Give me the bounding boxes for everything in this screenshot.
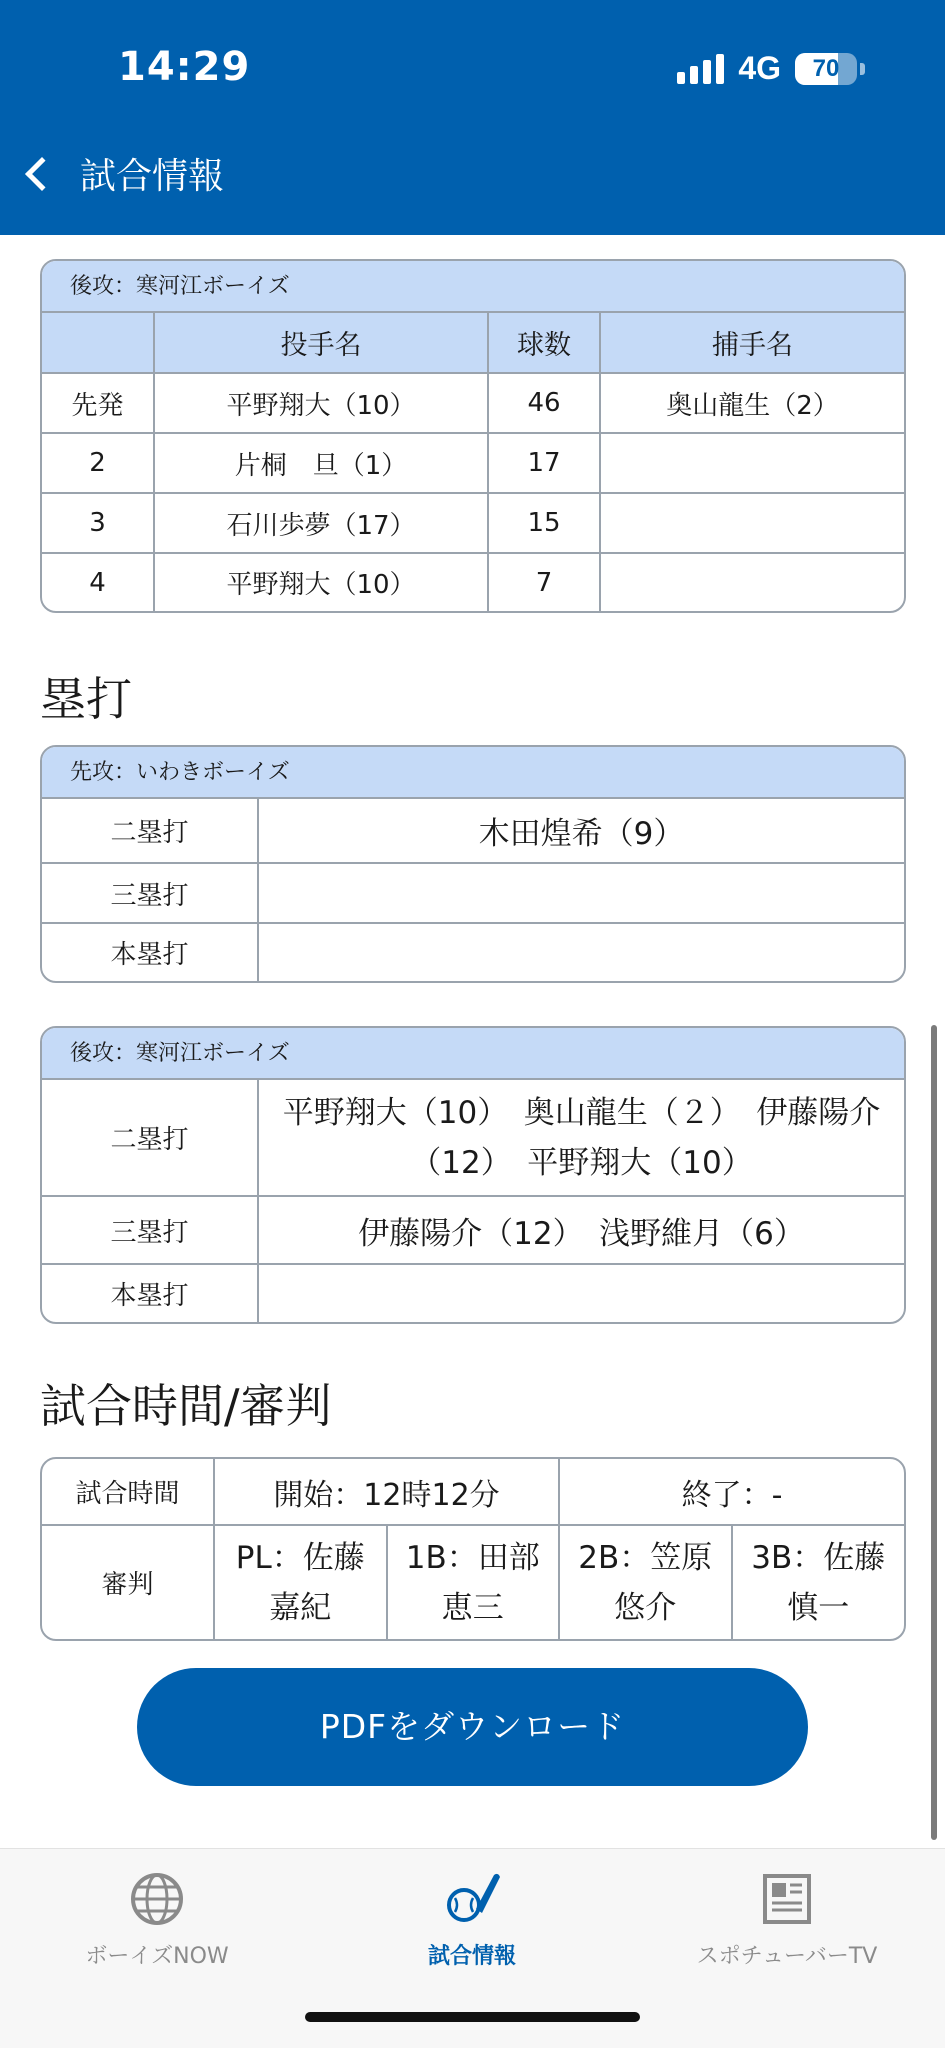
tab-label: 試合情報 [427,1944,516,1969]
hit-type-cell: 二塁打 [42,799,258,863]
newspaper-icon [757,1869,817,1929]
signal-icon [677,54,724,84]
hit-players-cell: 木田煌希（9） [258,799,904,863]
table-row [42,553,904,611]
battery-cap [860,63,865,75]
inning-cell: 先発 [42,373,154,433]
table-row [42,1459,904,1525]
pitcher-table-header-row [42,313,904,373]
pitch-count-cell: 46 [488,373,600,433]
hits-first-table [42,799,904,981]
inning-cell: 4 [42,553,154,611]
tab-label: スポチューバーTV [696,1944,878,1969]
pitcher-card-header: 後攻：寒河江ボーイズ [42,261,904,313]
tab-label: ボーイズNOW [85,1944,229,1969]
battery-level: 70 [812,54,840,82]
pitch-count-cell: 17 [488,433,600,493]
column-header [42,313,154,373]
section-title-game-time: 試合時間/審判 [40,1379,332,1433]
hit-type-cell: 本塁打 [42,923,258,981]
inning-cell: 2 [42,433,154,493]
inning-cell: 3 [42,493,154,553]
hits-first-header: 先攻：いわきボーイズ [42,747,904,799]
hit-players-cell [258,923,904,981]
game-end-cell: 終了：- [559,1459,904,1525]
hit-players-cell [258,863,904,923]
hits-second-table [42,1080,904,1322]
scrollbar[interactable] [931,1025,937,1840]
status-time: 14:29 [118,44,251,90]
app-header [0,0,945,235]
pitcher-cell: 平野翔大（10） [154,553,488,611]
hit-type-cell: 三塁打 [42,1196,258,1264]
catcher-cell [600,553,904,611]
table-row [42,433,904,493]
table-row [42,1264,904,1322]
table-row [42,1196,904,1264]
table-row [42,1525,904,1639]
umpire-2b-cell: 2B：笠原悠介 [559,1525,732,1639]
table-row [42,493,904,553]
catcher-cell [600,493,904,553]
home-indicator[interactable] [305,2012,640,2022]
hit-type-cell: 本塁打 [42,1264,258,1322]
umpire-1b-cell: 1B：田部恵三 [387,1525,560,1639]
game-start-cell: 開始：12時12分 [214,1459,559,1525]
back-chevron-icon[interactable] [25,157,59,191]
pitch-count-cell: 15 [488,493,600,553]
hit-type-cell: 二塁打 [42,1080,258,1196]
column-header-pitches: 球数 [488,313,600,373]
tab-boys-now[interactable] [7,1869,307,1970]
table-row [42,373,904,433]
pitcher-cell: 平野翔大（10） [154,373,488,433]
hit-players-cell: 伊藤陽介（12） 浅野維月（6） [258,1196,904,1264]
hits-first-card [40,745,906,983]
battery-icon [795,53,857,85]
network-type: 4G [738,50,781,86]
game-info-table [42,1459,904,1639]
pitcher-cell: 片桐 旦（1） [154,433,488,493]
hits-second-card [40,1026,906,1324]
catcher-cell [600,433,904,493]
pitcher-cell: 石川歩夢（17） [154,493,488,553]
umpire-pl-cell: PL：佐藤嘉紀 [214,1525,387,1639]
globe-icon [127,1869,187,1929]
pitch-count-cell: 7 [488,553,600,611]
pitcher-table [42,313,904,611]
nav-title: 試合情報 [80,156,225,197]
tab-game-info[interactable] [322,1869,622,1970]
pitcher-card [40,259,906,613]
table-row [42,923,904,981]
download-pdf-button[interactable]: PDFをダウンロード [137,1668,808,1786]
tab-spotuber-tv[interactable] [637,1869,937,1970]
hit-players-cell [258,1264,904,1322]
hit-type-cell: 三塁打 [42,863,258,923]
column-header-pitcher: 投手名 [154,313,488,373]
table-row [42,799,904,863]
umpire-3b-cell: 3B：佐藤慎一 [751,1539,886,1626]
table-row [42,1080,904,1196]
hits-second-header: 後攻：寒河江ボーイズ [42,1028,904,1080]
back-navigation[interactable] [18,148,224,199]
section-title-hits: 塁打 [40,672,132,726]
status-indicators [677,50,865,87]
umpire-label: 審判 [42,1525,214,1639]
game-time-label: 試合時間 [42,1459,214,1525]
catcher-cell: 奥山龍生（2） [600,373,904,433]
column-header-catcher: 捕手名 [600,313,904,373]
hit-players-cell: 平野翔大（10） 奥山龍生（２） 伊藤陽介（12） 平野翔大（10） [258,1080,904,1196]
baseball-bat-icon [442,1869,502,1929]
game-info-card [40,1457,906,1641]
table-row [42,863,904,923]
